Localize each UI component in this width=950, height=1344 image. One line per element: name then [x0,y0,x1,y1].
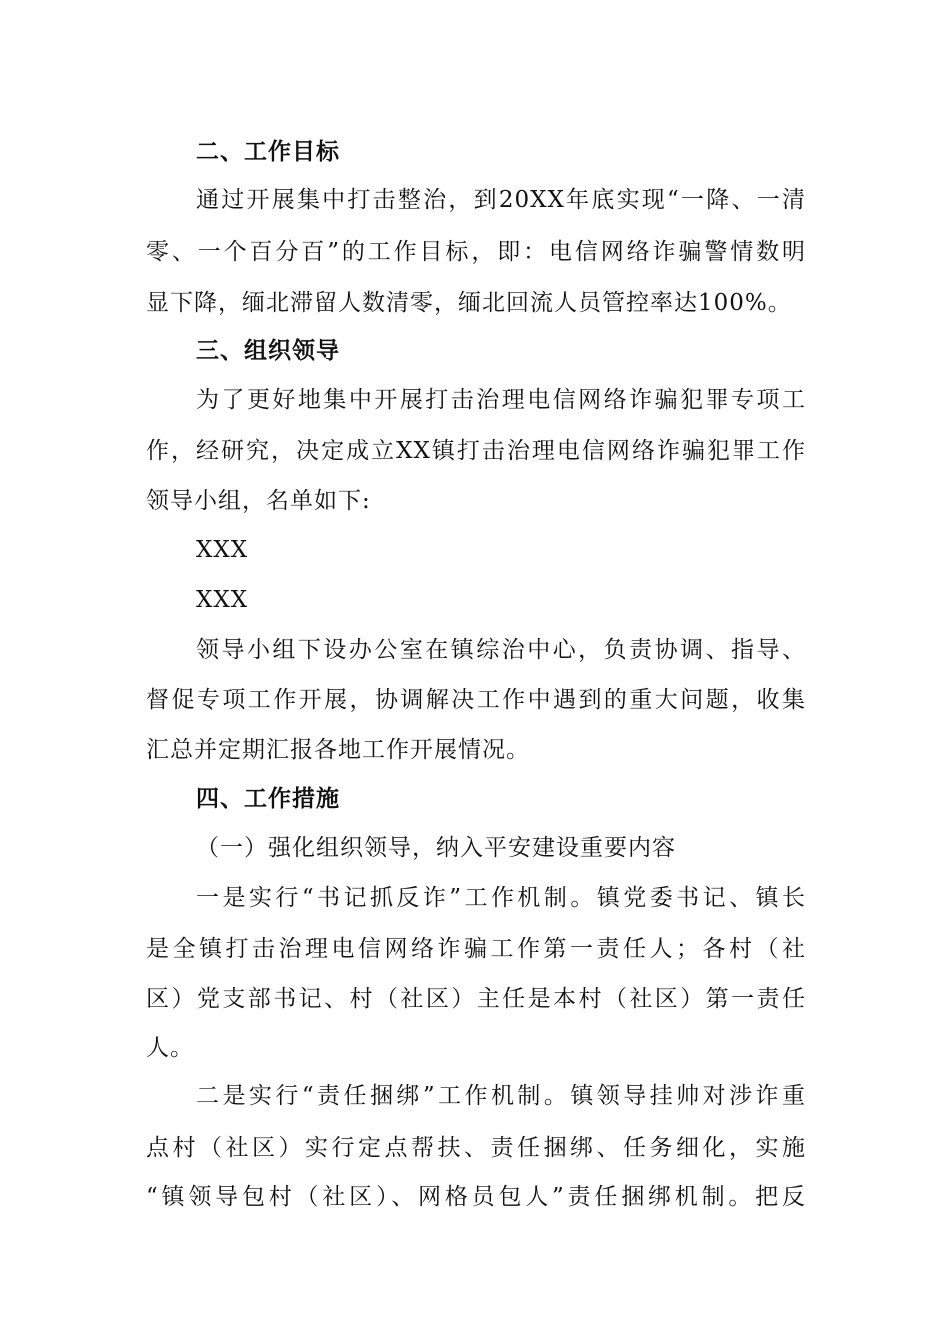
office-paragraph-line: 督促专项工作开展，协调解决工作中遇到的重大问题，收集 [146,687,806,713]
measure-1-line: 区）党支部书记、村（社区）主任是本村（社区）第一责任 [146,986,806,1012]
goal-paragraph-line: 零、一个百分百”的工作目标，即：电信网络诈骗警情数明 [146,239,806,265]
measure-1-line: 是全镇打击治理电信网络诈骗工作第一责任人；各村（社 [146,936,806,962]
subheading-organization: （一）强化组织领导，纳入平安建设重要内容 [196,835,676,861]
section-heading-goals: 二、工作目标 [196,139,340,165]
office-paragraph-line: 领导小组下设办公室在镇综治中心，负责协调、指导、 [196,637,806,663]
goal-paragraph-line: 显下降，缅北滞留人数清零，缅北回流人员管控率达100%。 [146,290,792,316]
measure-2-line: “镇领导包村（社区）、网格员包人”责任捆绑机制。把反 [146,1184,806,1210]
org-paragraph-line: 为了更好地集中开展打击治理电信网络诈骗犯罪专项工 [196,387,806,413]
org-paragraph-line: 领导小组，名单如下: [146,488,371,514]
org-paragraph-line: 作，经研究，决定成立XX镇打击治理电信网络诈骗犯罪工作 [146,438,806,464]
section-heading-measures: 四、工作措施 [196,786,340,812]
measure-2-line: 点村（社区）实行定点帮扶、责任捆绑、任务细化，实施 [146,1135,806,1161]
member-name: XXX [196,587,249,613]
goal-paragraph-line: 通过开展集中打击整治，到20XX年底实现“一降、一清 [196,187,806,213]
section-heading-leadership: 三、组织领导 [196,338,340,364]
measure-1-line: 一是实行“书记抓反诈”工作机制。镇党委书记、镇长 [196,885,806,911]
measure-1-line: 人。 [146,1035,194,1061]
member-name: XXX [196,537,249,563]
office-paragraph-line: 汇总并定期汇报各地工作开展情况。 [146,737,530,763]
measure-2-line: 二是实行“责任捆绑”工作机制。镇领导挂帅对涉诈重 [196,1083,806,1109]
